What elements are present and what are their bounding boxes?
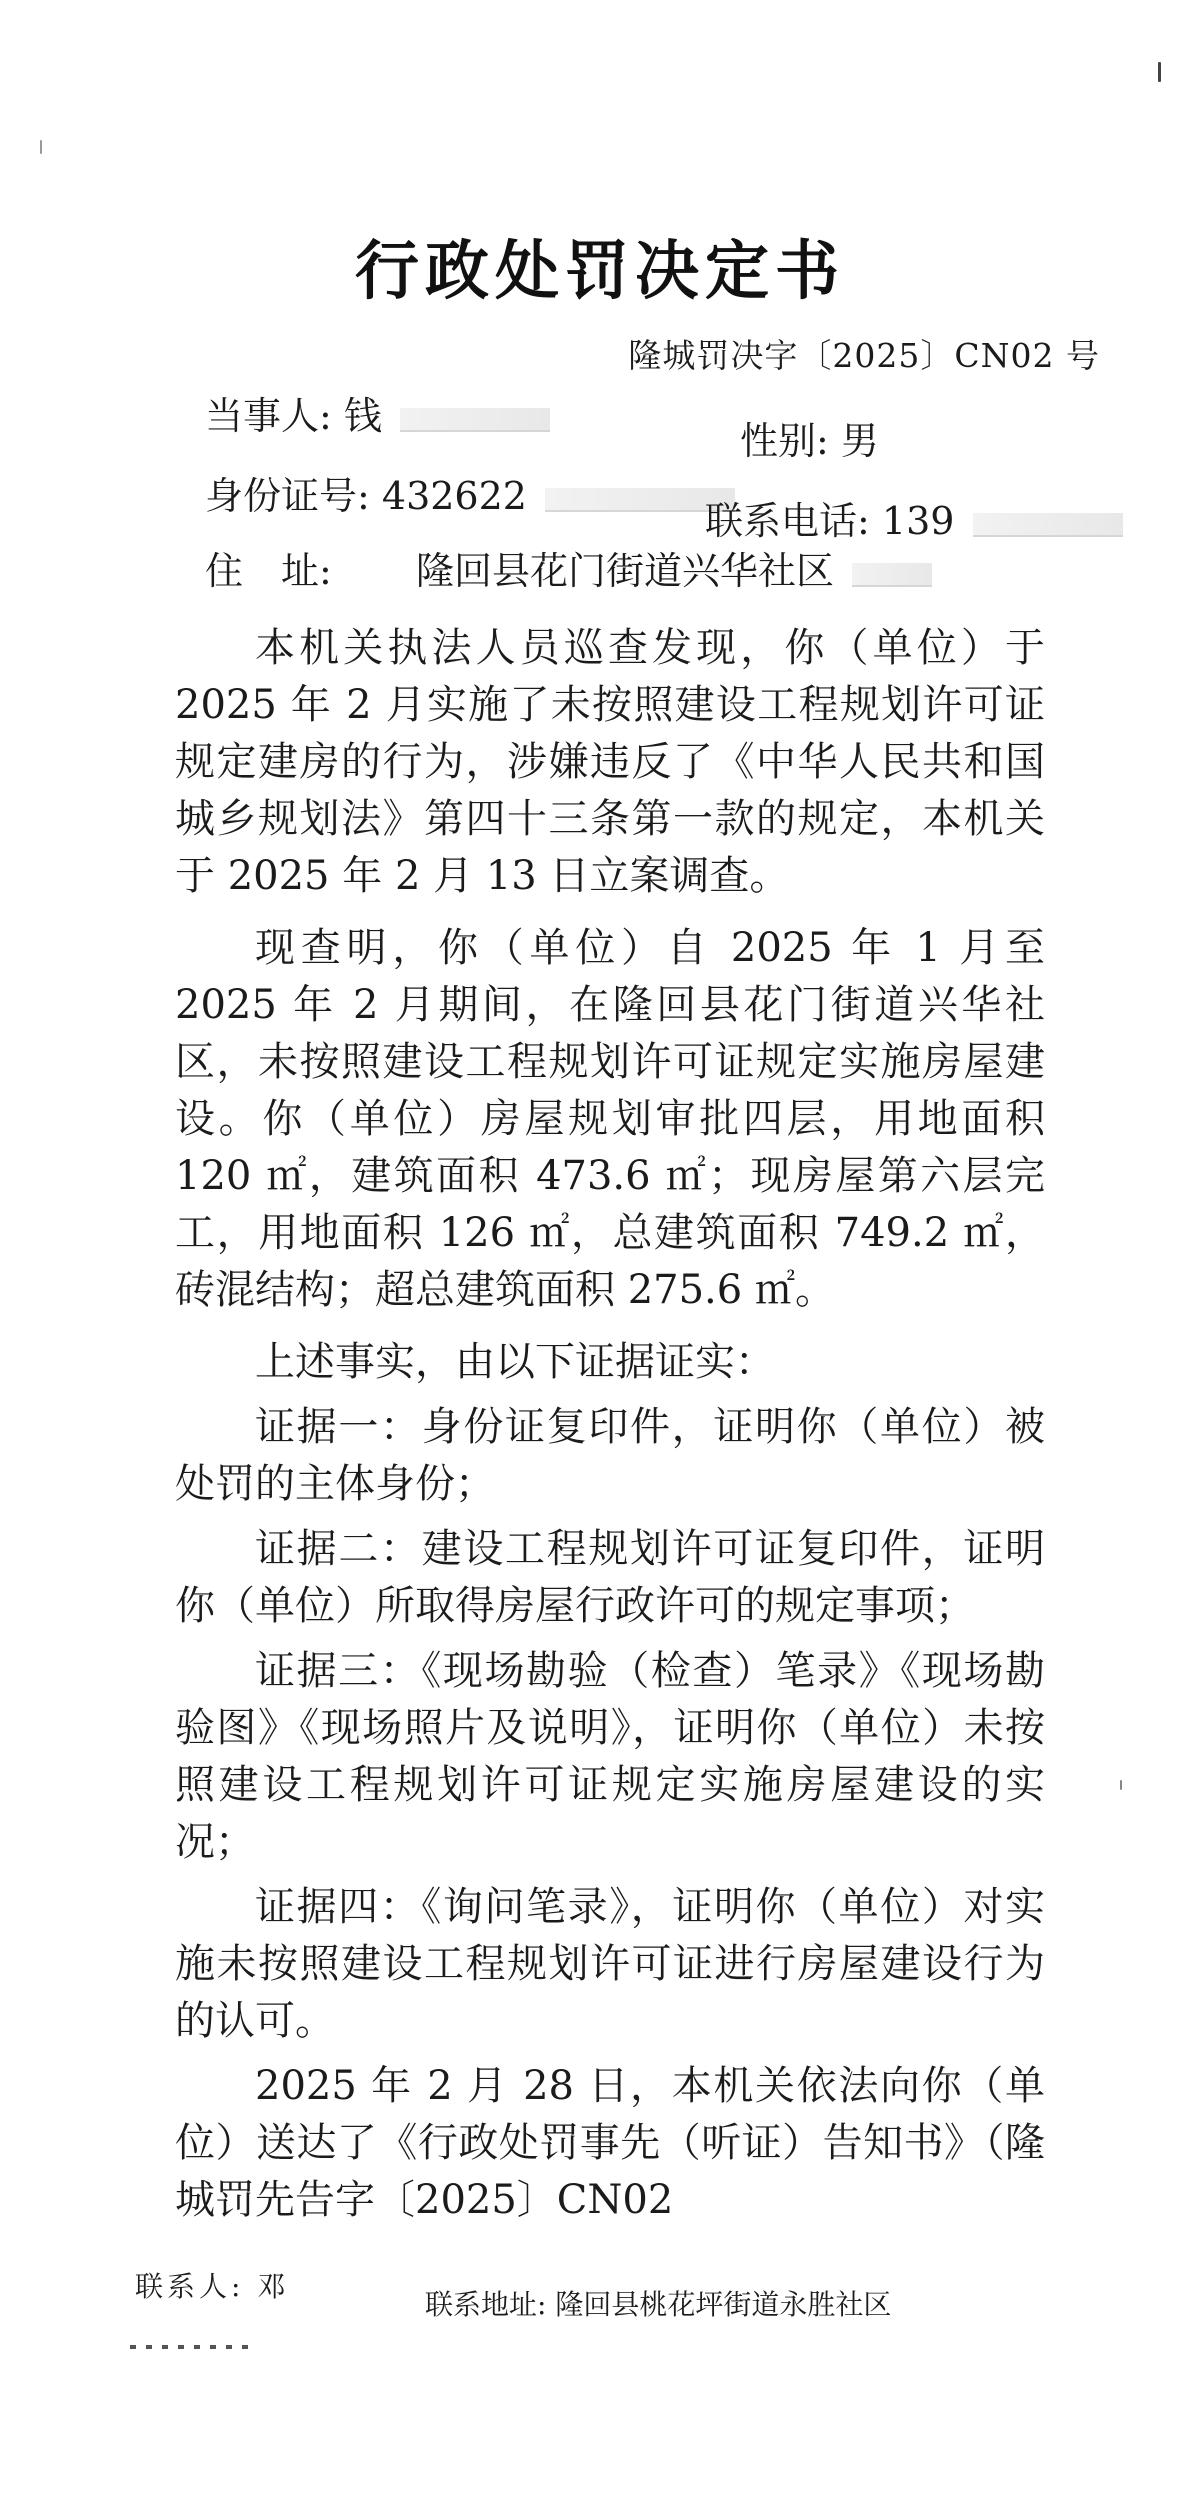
body-paragraph: 本机关执法人员巡查发现，你（单位）于 2025 年 2 月实施了未按照建设工程规划许可证规定建房的行为，涉嫌违反了《中华人民共和国城乡规划法》第四十三条第一款的规定，本机关于 2025 年 2 月 13 日立案调查。 bbox=[175, 625, 1045, 899]
document-body bbox=[175, 620, 1045, 2244]
cutoff-line bbox=[130, 2345, 250, 2349]
evidence-item: 证据二：建设工程规划许可证复印件，证明你（单位）所取得房屋行政许可的规定事项； bbox=[175, 1526, 1045, 1629]
scan-speck bbox=[1158, 62, 1161, 82]
redaction-mark bbox=[400, 408, 550, 432]
party-name-label: 当事人: bbox=[205, 394, 332, 438]
scan-speck bbox=[40, 140, 42, 154]
party-id-label: 身份证号: bbox=[205, 474, 370, 518]
redaction-mark bbox=[973, 513, 1123, 537]
party-gender-label: 性别: bbox=[740, 419, 829, 463]
party-name-value: 钱 bbox=[343, 394, 382, 438]
evidence-item: 证据三：《现场勘验（检查）笔录》《现场勘验图》《现场照片及说明》，证明你（单位）未按照建设工程规划许可证规定实施房屋建设的实况； bbox=[175, 1648, 1045, 1865]
evidence-item: 证据一：身份证复印件，证明你（单位）被处罚的主体身份； bbox=[175, 1404, 1045, 1507]
party-phone-label: 联系电话: bbox=[705, 499, 870, 543]
footer-contact-person: 联系人: 邓 bbox=[135, 2270, 290, 2303]
document-title: 行政处罚决定书 bbox=[355, 234, 845, 309]
party-name-row bbox=[205, 385, 550, 440]
scan-speck bbox=[1120, 1780, 1122, 1790]
party-address-row bbox=[205, 540, 932, 595]
party-gender-row bbox=[740, 410, 879, 465]
body-paragraph: 上述事实，由以下证据证实： bbox=[255, 1339, 775, 1385]
party-id-row bbox=[205, 465, 735, 520]
party-address-label: 住 址: bbox=[205, 549, 332, 593]
body-paragraph: 现查明，你（单位）自 2025 年 1 月至 2025 年 2 月期间，在隆回县花门街道兴华社区，未按照建设工程规划许可证规定实施房屋建设。你（单位）房屋规划审批四层，用地面积 120 ㎡，建筑面积 473.6 ㎡；现房屋第六层完工，用地面积 126 ㎡，总建筑面积 749.2 ㎡，砖混结构；超总建筑面积 275.6 ㎡。 bbox=[175, 925, 1045, 1313]
body-paragraph: 2025 年 2 月 28 日，本机关依法向你（单位）送达了《行政处罚事先（听证）告知书》（隆城罚先告字〔2025〕CN02 bbox=[175, 2063, 1045, 2223]
evidence-item: 证据四：《询问笔录》，证明你（单位）对实施未按照建设工程规划许可证进行房屋建设行为的认可。 bbox=[175, 1884, 1045, 2044]
party-id-value: 432622 bbox=[381, 474, 527, 518]
document-number: 隆城罚决字〔2025〕CN02 号 bbox=[628, 336, 1100, 375]
footer-contact-address: 联系地址: 隆回县桃花坪街道永胜社区 bbox=[425, 2288, 892, 2321]
party-phone-row bbox=[705, 490, 1123, 545]
party-gender-value: 男 bbox=[840, 419, 879, 463]
party-address-value: 隆回县花门街道兴华社区 bbox=[416, 549, 835, 593]
redaction-mark bbox=[852, 563, 932, 587]
party-phone-value: 139 bbox=[881, 499, 955, 543]
